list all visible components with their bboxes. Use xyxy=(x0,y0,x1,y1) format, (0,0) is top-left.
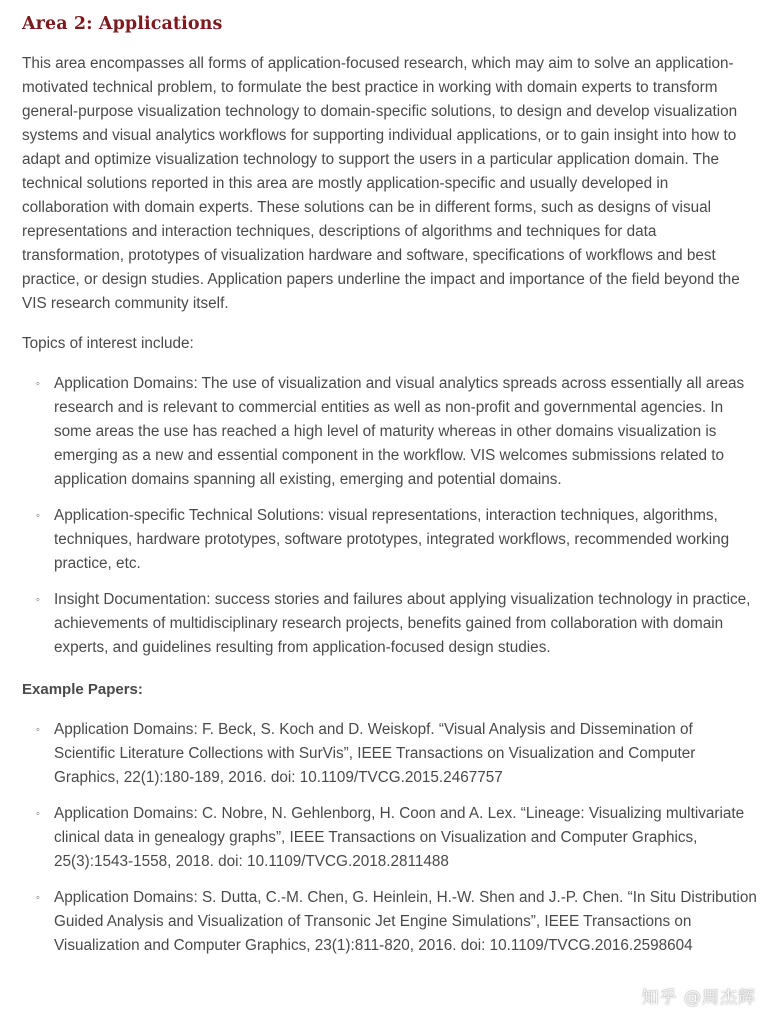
intro-paragraph: This area encompasses all forms of application-focused research, which may aim to solve an application-motivated technical problem, to formulate the best practice in working with domain experts to transform general-purpose visualization technology to domain-specific solutions, to design and develop visualization systems and visual analytics workflows for supporting individual applications, or to gain insight into how to adapt and optimize visualization technology to support the users in a particular application domain. The technical solutions reported in this area are mostly application-specific and usually developed in collaboration with domain experts. These solutions can be in different forms, such as designs of visual representations and interaction techniques, descriptions of algorithms and techniques for data transformation, prototypes of visualization hardware and software, specifications of workflows and best practice, or design studies. Application papers underline the impact and importance of the field beyond the VIS research community itself. xyxy=(22,55,740,312)
example-citation: Application Domains: C. Nobre, N. Gehlenborg, H. Coon and A. Lex. “Lineage: Visualizing multivariate clinical data in genealogy graphs”, IEEE Transactions on Visualization and Computer Graphics, 25(3):1543-1558, 2018. doi: 10.1109/TVCG.2018.2811488 xyxy=(54,805,745,870)
bullet-icon: ◦ xyxy=(36,808,40,820)
topic-text: Insight Documentation: success stories and failures about applying visualization technology in practice, achievements of multidisciplinary research projects, benefits gained from collaboration with domain experts, and guidelines resulting from application-focused design studies. xyxy=(54,591,751,656)
list-item xyxy=(22,504,757,576)
examples-heading: Example Papers: xyxy=(22,681,143,698)
bullet-icon: ◦ xyxy=(36,594,40,606)
list-item xyxy=(22,588,757,660)
bullet-icon: ◦ xyxy=(36,510,40,522)
list-item xyxy=(22,886,757,958)
bullet-icon: ◦ xyxy=(36,892,40,904)
topic-text: Application-specific Technical Solutions: visual representations, interaction techniques, algorithms, techniques, hardware prototypes, software prototypes, integrated workflows, recommended working practice, etc. xyxy=(54,507,730,572)
list-item xyxy=(22,802,757,874)
bullet-icon: ◦ xyxy=(36,724,40,736)
example-citation: Application Domains: F. Beck, S. Koch and D. Weiskopf. “Visual Analysis and Dissemination of Scientific Literature Collections with SurVis”, IEEE Transactions on Visualization and Computer Graphics, 22(1):180-189, 2016. doi: 10.1109/TVCG.2015.2467757 xyxy=(54,721,696,786)
section-title: Area 2: Applications xyxy=(22,14,223,34)
watermark: 知乎 @周杰辉 xyxy=(641,988,756,1008)
examples-list xyxy=(22,718,757,958)
list-item xyxy=(22,718,757,790)
article-section xyxy=(22,10,757,970)
topic-text: Application Domains: The use of visualization and visual analytics spreads across essentially all areas research and is relevant to commercial entities as well as non-profit and governmental agencies. In some areas the use has reached a high level of maturity whereas in other domains visualization is emerging as a new and essential component in the workflow. VIS welcomes submissions related to application domains spanning all existing, emerging and potential domains. xyxy=(54,375,745,488)
topics-list xyxy=(22,372,757,660)
list-item xyxy=(22,372,757,492)
topics-label: Topics of interest include: xyxy=(22,335,194,352)
bullet-icon: ◦ xyxy=(36,378,40,390)
example-citation: Application Domains: S. Dutta, C.-M. Chen, G. Heinlein, H.-W. Shen and J.-P. Chen. “In Situ Distribution Guided Analysis and Visualization of Transonic Jet Engine Simulations”, IEEE Transactions on Visualization and Computer Graphics, 23(1):811-820, 2016. doi: 10.1109/TVCG.2016.2598604 xyxy=(54,889,757,954)
